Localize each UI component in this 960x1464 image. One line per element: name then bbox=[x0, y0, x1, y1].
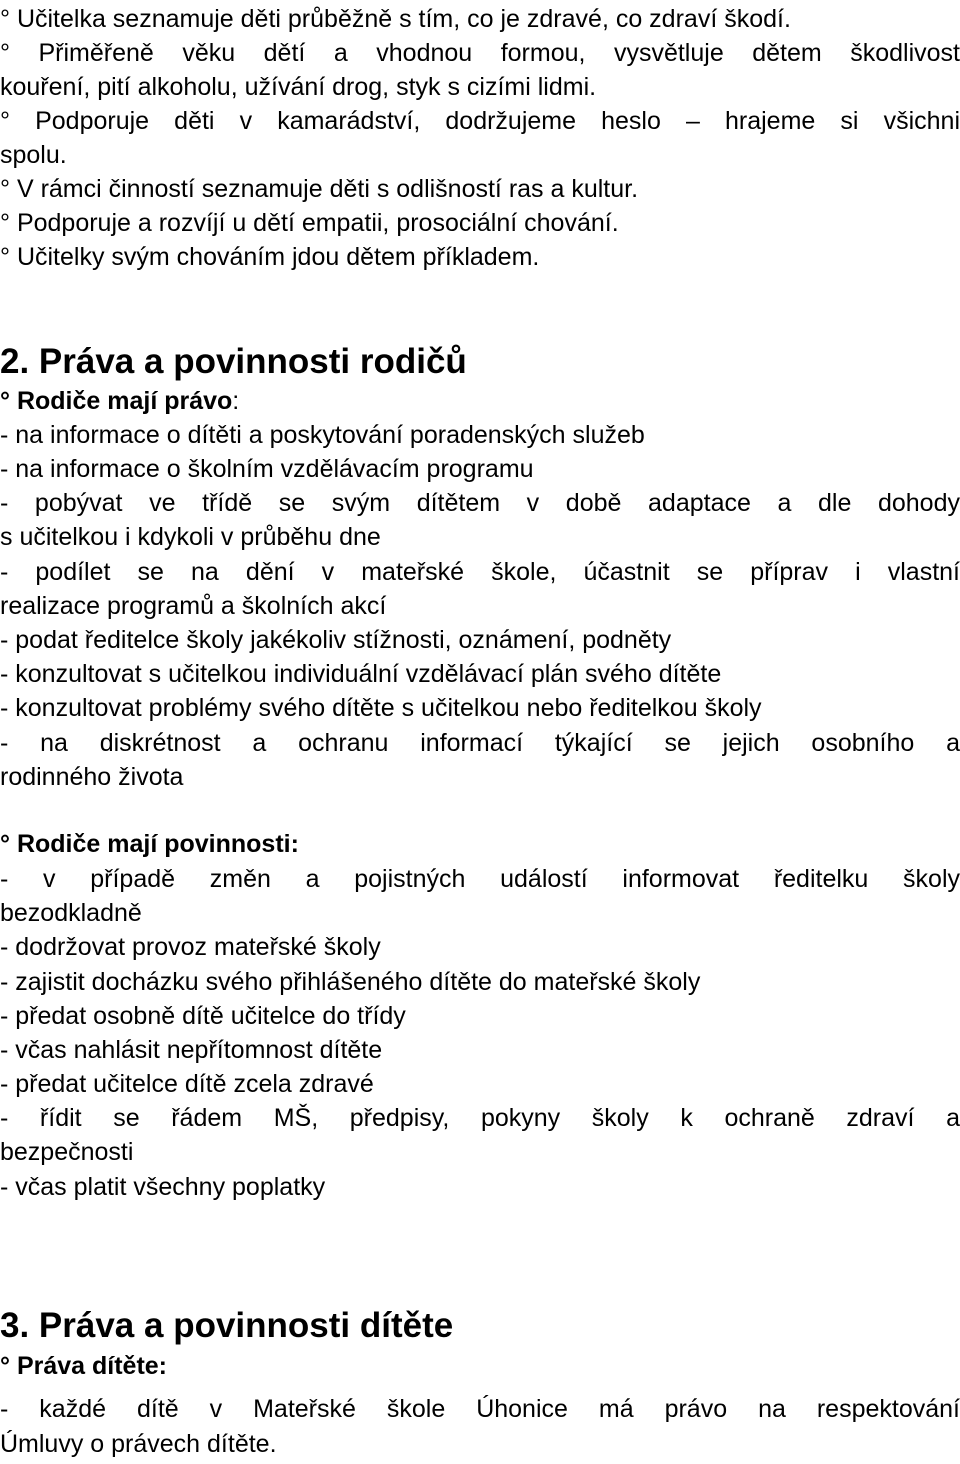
parent-right-3: - pobývat ve třídě se svým dítětem v době adaptace a dle dohody bbox=[0, 489, 960, 517]
parent-duty-2: - dodržovat provoz mateřské školy bbox=[0, 933, 381, 961]
parent-duty-7: - řídit se řádem MŠ, předpisy, pokyny školy k ochraně zdraví a bbox=[0, 1104, 960, 1132]
intro-line-7: ° Podporuje a rozvíjí u dětí empatii, prosociální chování. bbox=[0, 209, 619, 237]
parent-rights-heading bbox=[0, 384, 239, 418]
parent-right-8-cont: rodinného života bbox=[0, 763, 184, 791]
parent-right-5: - podat ředitelce školy jakékoliv stížnosti, oznámení, podněty bbox=[0, 626, 672, 654]
parent-duties-heading: ° Rodiče mají povinnosti: bbox=[0, 830, 299, 858]
intro-line-3: kouření, pití alkoholu, užívání drog, styk s cizími lidmi. bbox=[0, 73, 597, 101]
parent-duty-6: - předat učitelce dítě zcela zdravé bbox=[0, 1070, 374, 1098]
parent-right-3-cont: s učitelkou i kdykoli v průběhu dne bbox=[0, 523, 381, 551]
parent-right-8: - na diskrétnost a ochranu informací týkající se jejich osobního a bbox=[0, 729, 960, 757]
parent-right-4: - podílet se na dění v mateřské škole, účastnit se příprav i vlastní bbox=[0, 558, 960, 586]
parent-right-2: - na informace o školním vzdělávacím programu bbox=[0, 455, 534, 483]
parent-duty-1-cont: bezodkladně bbox=[0, 899, 142, 927]
parent-right-7: - konzultovat problémy svého dítěte s učitelkou nebo ředitelkou školy bbox=[0, 694, 762, 722]
parent-duty-3: - zajistit docházku svého přihlášeného dítěte do mateřské školy bbox=[0, 968, 701, 996]
parent-duty-8: - včas platit všechny poplatky bbox=[0, 1173, 326, 1201]
child-rights-heading: ° Práva dítěte: bbox=[0, 1352, 168, 1380]
parent-duty-7-cont: bezpečnosti bbox=[0, 1138, 134, 1166]
parent-right-6: - konzultovat s učitelkou individuální vzdělávací plán svého dítěte bbox=[0, 660, 722, 688]
parent-rights-heading-text: ° Rodiče mají právo bbox=[0, 387, 233, 415]
parent-rights-heading-colon: : bbox=[232, 387, 240, 415]
section-3-heading: 3. Práva a povinnosti dítěte bbox=[0, 1306, 454, 1345]
intro-line-6: ° V rámci činností seznamuje děti s odlišností ras a kultur. bbox=[0, 175, 639, 203]
intro-line-1: ° Učitelka seznamuje děti průběžně s tím, co je zdravé, co zdraví škodí. bbox=[0, 5, 791, 33]
parent-duty-5: - včas nahlásit nepřítomnost dítěte bbox=[0, 1036, 383, 1064]
section-2-heading: 2. Práva a povinnosti rodičů bbox=[0, 342, 467, 381]
parent-duty-1: - v případě změn a pojistných událostí informovat ředitelku školy bbox=[0, 865, 960, 893]
child-right-1-cont: Úmluvy o právech dítěte. bbox=[0, 1430, 277, 1458]
parent-right-1: - na informace o dítěti a poskytování poradenských služeb bbox=[0, 421, 645, 449]
parent-right-4-cont: realizace programů a školních akcí bbox=[0, 592, 387, 620]
intro-line-5: spolu. bbox=[0, 141, 67, 169]
parent-duty-4: - předat osobně dítě učitelce do třídy bbox=[0, 1002, 406, 1030]
intro-line-8: ° Učitelky svým chováním jdou dětem příkladem. bbox=[0, 243, 540, 271]
intro-line-2: ° Přiměřeně věku dětí a vhodnou formou, vysvětluje dětem škodlivost bbox=[0, 39, 960, 67]
intro-line-4: ° Podporuje děti v kamarádství, dodržujeme heslo – hrajeme si všichni bbox=[0, 107, 960, 135]
child-right-1: - každé dítě v Mateřské škole Úhonice má právo na respektování bbox=[0, 1395, 960, 1423]
